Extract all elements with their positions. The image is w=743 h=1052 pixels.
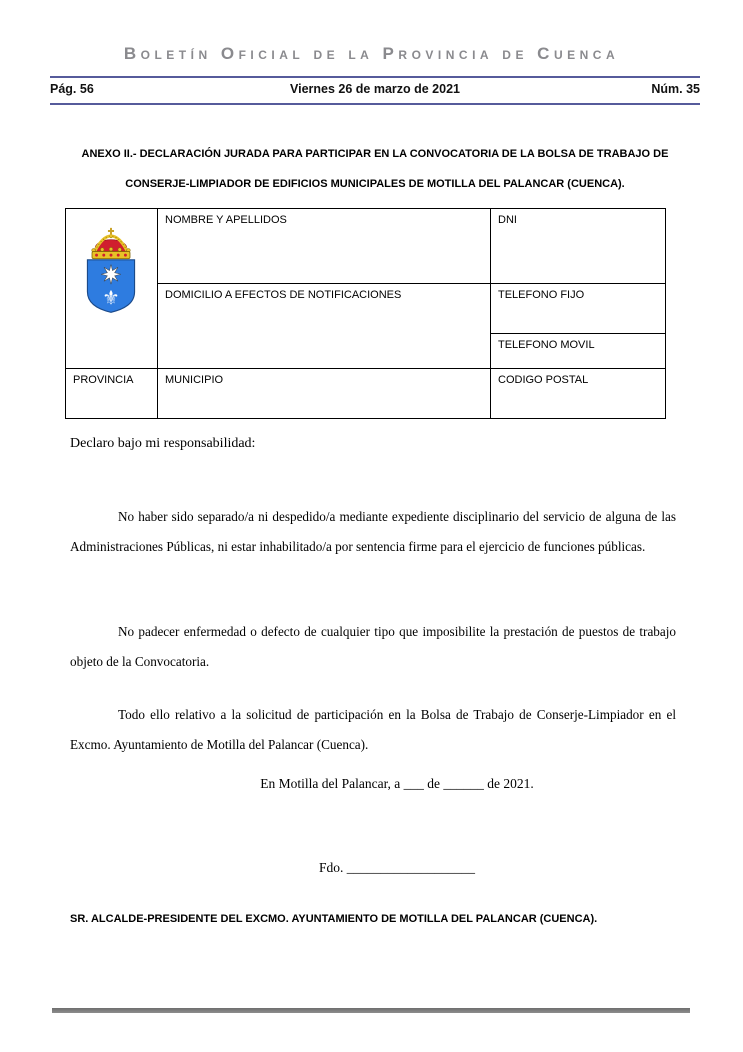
addressee-line: SR. ALCALDE-PRESIDENTE DEL EXCMO. AYUNTAMIENTO DE MOTILLA DEL PALANCAR (CUENCA). [70,913,598,925]
document-title-line1: ANEXO II.- DECLARACIÓN JURADA PARA PARTICIPAR EN LA CONVOCATORIA DE LA BOLSA DE TRABAJO DE [81,148,669,160]
star-charge [101,264,121,284]
field-nombre-apellidos: NOMBRE Y APELLIDOS [158,209,491,284]
issue-number: Núm. 35 [651,82,700,96]
issue-date: Viernes 26 de marzo de 2021 [289,82,460,96]
declaration-paragraph: No haber sido separado/a ni despedido/a mediante expediente disciplinario del servicio de alguna de las Administraciones Públicas, ni estar inhabilitado/a por sentencia firme para el ejercicio de funciones públicas. [70,509,676,555]
meta-bar [50,82,700,96]
declaration-intro: Declaro bajo mi responsabilidad: [70,436,256,451]
document-title [50,139,700,199]
coat-of-arms-icon [73,214,149,330]
coat-of-arms-cell [66,209,158,369]
page-number: Pág. 56 [50,82,94,96]
signature-line: Fdo. ___________________ [318,860,475,875]
footer-bar [52,1008,690,1013]
field-provincia: PROVINCIA [66,369,158,419]
declaration-paragraph: Todo ello relativo a la solicitud de participación en la Bolsa de Trabajo de Conserje-Limpiador en el Excmo. Ayuntamiento de Motilla del Palancar (Cuenca). [70,707,676,753]
field-municipio: MUNICIPIO [158,369,491,419]
declaration-paragraph: No padecer enfermedad o defecto de cualquier tipo que imposibilite la prestación de puestos de trabajo objeto de la Convocatoria. [70,624,676,670]
applicant-form-table [65,208,666,419]
header-rule-bottom [50,103,700,105]
field-telefono-movil: TELEFONO MOVIL [491,334,666,369]
field-domicilio: DOMICILIO A EFECTOS DE NOTIFICACIONES [158,284,491,369]
field-telefono-fijo: TELEFONO FIJO [491,284,666,334]
field-dni: DNI [491,209,666,284]
document-title-line2: CONSERJE-LIMPIADOR DE EDIFICIOS MUNICIPALES DE MOTILLA DEL PALANCAR (CUENCA). [125,178,625,190]
place-date-line: En Motilla del Palancar, a ___ de ______ de 2021. [260,776,534,791]
fleur-de-lis-icon: ⚜ [102,286,120,310]
header-rule-top [50,76,700,78]
field-codigo-postal: CODIGO POSTAL [491,369,666,419]
masthead-title: Boletín Oficial de la Provincia de Cuenca [123,44,620,63]
